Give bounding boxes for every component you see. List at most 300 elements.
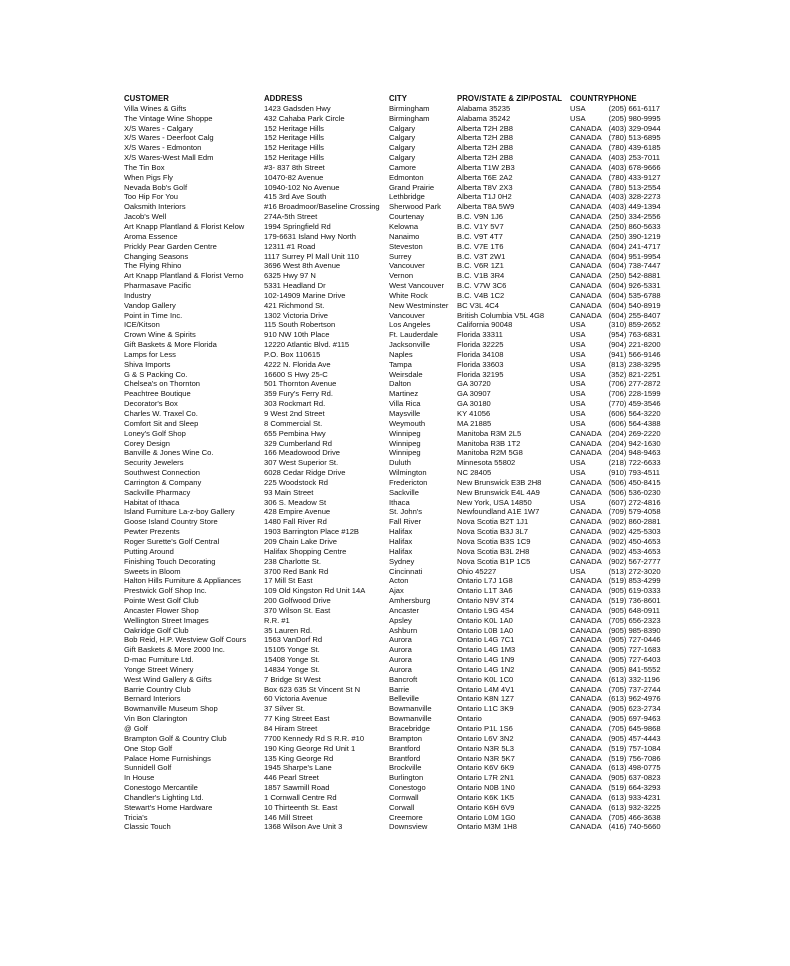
cell-customer: X/S Wares - Calgary xyxy=(124,123,193,133)
cell-country: CANADA xyxy=(570,822,602,832)
cell-phone: (403) 328-2273 xyxy=(608,192,661,202)
table-row xyxy=(124,143,669,153)
cell-customer: Ancaster Flower Shop xyxy=(124,605,199,615)
cell-address: 359 Fury's Ferry Rd. xyxy=(264,389,333,399)
cell-city: Weymouth xyxy=(389,418,426,428)
cell-city: Birmingham xyxy=(389,103,430,113)
cell-address: 93 Main Street xyxy=(264,487,314,497)
cell-prov-state-zip: Ontario L0M 1G0 xyxy=(457,812,516,822)
cell-prov-state-zip: Nova Scotia B2T 1J1 xyxy=(457,517,529,527)
cell-address: #3- 837 8th Street xyxy=(264,162,325,172)
header-phone: PHONE xyxy=(608,94,637,103)
cell-country: USA xyxy=(570,458,586,468)
cell-address: 1423 Gadsden Hwy xyxy=(264,103,331,113)
cell-prov-state-zip: Florida 34108 xyxy=(457,349,504,359)
cell-phone: (902) 567-2777 xyxy=(608,556,661,566)
cell-country: CANADA xyxy=(570,428,602,438)
table-row xyxy=(124,773,669,783)
table-row xyxy=(124,163,669,173)
cell-city: White Rock xyxy=(389,290,428,300)
cell-customer: Security Jewelers xyxy=(124,458,184,468)
cell-phone: (416) 740-5660 xyxy=(608,822,661,832)
table-row xyxy=(124,261,669,271)
table-row xyxy=(124,192,669,202)
cell-phone: (905) 727-0446 xyxy=(608,635,661,645)
cell-city: Steveston xyxy=(389,241,423,251)
cell-phone: (705) 645-9868 xyxy=(608,724,661,733)
cell-customer: In House xyxy=(124,773,155,783)
table-row xyxy=(124,793,669,803)
cell-phone: (403) 329-0944 xyxy=(608,123,661,133)
cell-country: USA xyxy=(570,113,586,123)
table-row xyxy=(124,419,669,429)
table-row xyxy=(124,655,669,665)
cell-phone: (613) 498-0775 xyxy=(608,763,661,773)
cell-customer: Art Knapp Plantland & Florist Verno xyxy=(124,271,244,281)
cell-address: 102-14909 Marine Drive xyxy=(264,290,346,300)
cell-country: CANADA xyxy=(570,694,602,704)
cell-address: 1480 Fall River Rd xyxy=(264,517,327,527)
cell-phone: (905) 727-6403 xyxy=(608,655,661,665)
cell-address: 238 Charlotte St. xyxy=(264,556,321,566)
cell-country: CANADA xyxy=(570,162,602,172)
cell-phone: (905) 457-4443 xyxy=(608,733,661,743)
cell-phone: (204) 269-2220 xyxy=(608,428,661,438)
cell-prov-state-zip: B.C. V1B 3R4 xyxy=(457,271,505,281)
cell-city: Naples xyxy=(389,349,413,359)
cell-prov-state-zip: Ontario L4G 7C1 xyxy=(457,635,515,645)
cell-city: Jacksonville xyxy=(389,340,430,350)
cell-city: Martinez xyxy=(389,389,419,399)
cell-country: CANADA xyxy=(570,536,602,546)
cell-country: CANADA xyxy=(570,733,602,743)
cell-phone: (604) 540-8919 xyxy=(608,300,661,310)
header-country: COUNTRY xyxy=(570,94,609,103)
cell-customer: Gift Baskets & More 2000 Inc. xyxy=(124,645,225,655)
cell-country: USA xyxy=(570,389,586,399)
cell-country: USA xyxy=(570,103,586,113)
cell-prov-state-zip: B.C. V7E 1T6 xyxy=(457,241,504,251)
cell-city: Bancroft xyxy=(389,674,418,684)
cell-phone: (604) 535-6788 xyxy=(608,290,661,300)
cell-city: Calgary xyxy=(389,123,416,133)
header-row xyxy=(124,94,669,104)
cell-prov-state-zip: Ontario L4M 4V1 xyxy=(457,684,515,694)
cell-country: CANADA xyxy=(570,615,602,625)
cell-city: Halifax xyxy=(389,546,413,556)
cell-city: Surrey xyxy=(389,251,412,261)
cell-city: Villa Rica xyxy=(389,399,421,409)
header-address: ADDRESS xyxy=(264,94,303,103)
cell-customer: The Flying Rhino xyxy=(124,261,182,271)
cell-address: 6028 Cedar Ridge Drive xyxy=(264,468,346,478)
cell-phone: (905) 637-0823 xyxy=(608,773,661,783)
cell-prov-state-zip: Nova Scotia B3S 1C9 xyxy=(457,536,531,546)
cell-phone: (519) 757-1084 xyxy=(608,743,661,753)
cell-prov-state-zip: Florida 33603 xyxy=(457,359,504,369)
cell-country: CANADA xyxy=(570,438,602,448)
cell-customer: Classic Touch xyxy=(124,822,171,832)
cell-prov-state-zip: Ontario N0B 1N0 xyxy=(457,783,515,793)
cell-address: 16600 S Hwy 25-C xyxy=(264,369,328,379)
cell-prov-state-zip: Ontario xyxy=(457,714,482,724)
cell-customer: Prickly Pear Garden Centre xyxy=(124,241,217,251)
table-row xyxy=(124,606,669,616)
cell-address: 152 Heritage Hills xyxy=(264,143,324,153)
header-city: CITY xyxy=(389,94,407,103)
table-row xyxy=(124,685,669,695)
cell-address: 10940-102 No Avenue xyxy=(264,182,340,192)
cell-customer: Finishing Touch Decorating xyxy=(124,556,216,566)
cell-country: CANADA xyxy=(570,704,602,714)
cell-country: CANADA xyxy=(570,763,602,773)
cell-address: 1994 Springfield Rd xyxy=(264,221,331,231)
cell-phone: (613) 933-4231 xyxy=(608,792,661,802)
cell-city: Downsview xyxy=(389,822,428,832)
cell-city: Ashburn xyxy=(389,625,418,635)
table-row xyxy=(124,133,669,143)
table-row xyxy=(124,252,669,262)
cell-city: Ft. Lauderdale xyxy=(389,330,438,340)
cell-city: Sherwood Park xyxy=(389,202,441,212)
cell-phone: (905) 648-0911 xyxy=(608,605,660,615)
cell-phone: (204) 948-9463 xyxy=(608,448,661,458)
cell-customer: ICE/Kitson xyxy=(124,320,160,330)
cell-customer: Bob Reid, H.P. Westview Golf Cours xyxy=(124,635,247,645)
cell-phone: (706) 277-2872 xyxy=(608,379,661,389)
cell-city: Ancaster xyxy=(389,605,419,615)
cell-country: CANADA xyxy=(570,123,602,133)
cell-country: CANADA xyxy=(570,290,602,300)
cell-address: 274A-5th Street xyxy=(264,212,318,222)
cell-phone: (902) 450-4653 xyxy=(608,536,661,546)
cell-country: USA xyxy=(570,418,586,428)
table-row xyxy=(124,645,669,655)
table-row xyxy=(124,173,669,183)
cell-country: CANADA xyxy=(570,783,602,793)
table-row xyxy=(124,754,669,764)
cell-phone: (905) 985-8390 xyxy=(608,625,661,635)
cell-phone: (604) 255-8407 xyxy=(608,310,661,320)
cell-country: CANADA xyxy=(570,221,602,231)
cell-country: CANADA xyxy=(570,527,602,537)
cell-prov-state-zip: B.C. V7W 3C6 xyxy=(457,281,507,291)
table-row xyxy=(124,222,669,232)
cell-phone: (780) 513-6895 xyxy=(608,133,661,143)
cell-city: New Westminster xyxy=(389,300,449,310)
cell-phone: (204) 942-1630 xyxy=(608,438,661,448)
cell-customer: Sackville Pharmacy xyxy=(124,487,191,497)
cell-city: Bowmanville xyxy=(389,704,432,714)
cell-city: Winnipeg xyxy=(389,428,421,438)
cell-prov-state-zip: Ontario L6V 3N2 xyxy=(457,733,514,743)
table-row xyxy=(124,399,669,409)
cell-customer: Prestwick Golf Shop Inc. xyxy=(124,586,207,596)
cell-prov-state-zip: Ontario L0B 1A0 xyxy=(457,625,514,635)
cell-customer: One Stop Golf xyxy=(124,743,173,753)
cell-country: USA xyxy=(570,566,586,576)
table-row xyxy=(124,507,669,517)
cell-city: Los Angeles xyxy=(389,320,431,330)
cell-address: 1563 VanDorf Rd xyxy=(264,635,323,645)
cell-country: CANADA xyxy=(570,271,602,281)
cell-customer: Wellington Street Images xyxy=(124,615,209,625)
cell-city: Vernon xyxy=(389,271,414,281)
table-row xyxy=(124,763,669,773)
cell-city: Cornwall xyxy=(389,792,419,802)
cell-customer: @ Golf xyxy=(124,724,148,733)
cell-prov-state-zip: Ontario K6K 1K5 xyxy=(457,792,514,802)
cell-prov-state-zip: Ontario L1T 3A6 xyxy=(457,586,513,596)
table-row xyxy=(124,350,669,360)
cell-phone: (250) 390-1219 xyxy=(608,231,661,241)
cell-prov-state-zip: B.C. V4B 1C2 xyxy=(457,290,505,300)
cell-country: USA xyxy=(570,369,586,379)
cell-customer: Too Hip For You xyxy=(124,192,179,202)
table-row xyxy=(124,379,669,389)
cell-prov-state-zip: Ontario N3R 5L3 xyxy=(457,743,514,753)
cell-customer: Chandler's Lighting Ltd. xyxy=(124,792,204,802)
cell-customer: Southwest Connection xyxy=(124,468,200,478)
table-row xyxy=(124,202,669,212)
cell-country: CANADA xyxy=(570,192,602,202)
cell-city: Winnipeg xyxy=(389,438,421,448)
cell-city: Calgary xyxy=(389,153,416,163)
cell-prov-state-zip: B.C. V1Y 5V7 xyxy=(457,221,504,231)
cell-prov-state-zip: Nova Scotia B1P 1C5 xyxy=(457,556,531,566)
cell-prov-state-zip: Alberta T1W 2B3 xyxy=(457,162,515,172)
cell-customer: Aroma Essence xyxy=(124,231,178,241)
cell-address: 12220 Atlantic Blvd. #115 xyxy=(264,340,350,350)
cell-country: CANADA xyxy=(570,724,602,733)
cell-phone: (905) 841-5552 xyxy=(608,664,661,674)
table-row xyxy=(124,439,669,449)
cell-country: CANADA xyxy=(570,556,602,566)
cell-phone: (310) 859-2652 xyxy=(608,320,661,330)
cell-city: Lethbridge xyxy=(389,192,425,202)
cell-address: 446 Pearl Street xyxy=(264,773,319,783)
cell-city: Conestogo xyxy=(389,783,426,793)
cell-address: 10470-82 Avenue xyxy=(264,172,324,182)
cell-prov-state-zip: Ontario K6V 6K9 xyxy=(457,763,514,773)
cell-city: Bowmanville xyxy=(389,714,432,724)
cell-customer: Corey Design xyxy=(124,438,171,448)
cell-country: CANADA xyxy=(570,743,602,753)
cell-address: 15408 Yonge St. xyxy=(264,655,320,665)
cell-customer: When Pigs Fly xyxy=(124,172,173,182)
cell-phone: (519) 736-8601 xyxy=(608,596,661,606)
cell-address: 190 King George Rd Unit 1 xyxy=(264,743,356,753)
cell-country: CANADA xyxy=(570,714,602,724)
table-row xyxy=(124,822,669,832)
cell-address: 5331 Headland Dr xyxy=(264,281,326,291)
cell-phone: (705) 656-2323 xyxy=(608,615,661,625)
cell-address: 9 West 2nd Street xyxy=(264,409,325,418)
cell-customer: Tricia's xyxy=(124,812,148,822)
cell-address: 1368 Wilson Ave Unit 3 xyxy=(264,822,343,832)
cell-customer: West Wind Gallery & Gifts xyxy=(124,674,212,684)
cell-city: Aurora xyxy=(389,664,412,674)
cell-customer: Oaksmith Interiors xyxy=(124,202,186,212)
table-row xyxy=(124,468,669,478)
cell-phone: (513) 272-3020 xyxy=(608,566,661,576)
cell-customer: Sunnidell Golf xyxy=(124,763,172,773)
cell-address: 3700 Red Bank Rd xyxy=(264,566,329,576)
cell-phone: (709) 579-4058 xyxy=(608,507,661,517)
table-row xyxy=(124,783,669,793)
cell-prov-state-zip: BC V3L 4C4 xyxy=(457,300,499,310)
cell-country: CANADA xyxy=(570,133,602,143)
cell-country: USA xyxy=(570,330,586,340)
table-row xyxy=(124,626,669,636)
table-row xyxy=(124,734,669,744)
cell-customer: Pewter Prezents xyxy=(124,527,180,537)
cell-country: CANADA xyxy=(570,172,602,182)
cell-customer: The Vintage Wine Shoppe xyxy=(124,113,213,123)
table-row xyxy=(124,291,669,301)
cell-customer: Barrie Country Club xyxy=(124,684,191,694)
cell-address: 166 Meadowood Drive xyxy=(264,448,340,458)
cell-address: 77 King Street East xyxy=(264,714,330,724)
cell-country: CANADA xyxy=(570,448,602,458)
customer-table xyxy=(124,94,669,832)
cell-city: Burlington xyxy=(389,773,424,783)
cell-customer: Vin Bon Clarington xyxy=(124,714,188,724)
cell-country: CANADA xyxy=(570,212,602,222)
cell-prov-state-zip: Alberta T2H 2B8 xyxy=(457,123,514,133)
cell-customer: Island Furniture La-z-boy Gallery xyxy=(124,507,235,517)
cell-city: Courtenay xyxy=(389,212,425,222)
cell-prov-state-zip: Alberta T2H 2B8 xyxy=(457,143,514,153)
cell-address: 14834 Yonge St. xyxy=(264,664,320,674)
cell-customer: Loney's Golf Shop xyxy=(124,428,186,438)
table-row xyxy=(124,527,669,537)
table-row xyxy=(124,114,669,124)
cell-city: Creemore xyxy=(389,812,423,822)
cell-prov-state-zip: B.C. V6R 1Z1 xyxy=(457,261,504,271)
table-row xyxy=(124,104,669,114)
cell-customer: Pharmasave Pacific xyxy=(124,281,192,291)
cell-country: CANADA xyxy=(570,251,602,261)
cell-city: Aurora xyxy=(389,645,412,655)
cell-address: 109 Old Kingston Rd Unit 14A xyxy=(264,586,366,596)
cell-city: Sackville xyxy=(389,487,419,497)
cell-prov-state-zip: Ontario K0L 1C0 xyxy=(457,674,514,684)
table-row xyxy=(124,517,669,527)
cell-prov-state-zip: Ontario K8N 1Z7 xyxy=(457,694,514,704)
cell-phone: (905) 623-2734 xyxy=(608,704,661,714)
cell-phone: (403) 253-7011 xyxy=(608,153,660,163)
cell-city: Corwall xyxy=(389,802,415,812)
cell-address: 655 Pembina Hwy xyxy=(264,428,326,438)
cell-customer: X/S Wares-West Mall Edm xyxy=(124,153,214,163)
cell-customer: G & S Packing Co. xyxy=(124,369,188,379)
table-row xyxy=(124,281,669,291)
cell-prov-state-zip: Ontario L1C 3K9 xyxy=(457,704,514,714)
cell-phone: (519) 853-4299 xyxy=(608,576,661,586)
cell-city: Cincinnati xyxy=(389,566,423,576)
cell-phone: (352) 821-2251 xyxy=(608,369,661,379)
cell-address: 152 Heritage Hills xyxy=(264,153,324,163)
cell-customer: Bowmanville Museum Shop xyxy=(124,704,218,714)
cell-prov-state-zip: New York, USA 14850 xyxy=(457,497,532,507)
table-row xyxy=(124,409,669,419)
cell-address: 115 South Robertson xyxy=(264,320,336,330)
cell-phone: (941) 566-9146 xyxy=(608,349,661,359)
header-prov-state-zip: PROV/STATE & ZIP/POSTAL xyxy=(457,94,563,103)
cell-address: #16 Broadmoor/Baseline Crossing xyxy=(264,202,380,212)
cell-city: Apsley xyxy=(389,615,412,625)
cell-customer: Carrington & Company xyxy=(124,477,202,487)
cell-country: USA xyxy=(570,340,586,350)
cell-country: CANADA xyxy=(570,300,602,310)
cell-customer: Stewart's Home Hardware xyxy=(124,802,213,812)
cell-prov-state-zip: B.C. V3T 2W1 xyxy=(457,251,506,261)
cell-phone: (905) 697-9463 xyxy=(608,714,661,724)
cell-address: 307 West Superior St. xyxy=(264,458,339,468)
cell-address: 10 Thirteenth St. East xyxy=(264,802,338,812)
cell-country: CANADA xyxy=(570,477,602,487)
cell-city: Edmonton xyxy=(389,172,424,182)
cell-customer: Villa Wines & Gifts xyxy=(124,103,187,113)
cell-customer: Pointe West Golf Club xyxy=(124,596,199,606)
cell-prov-state-zip: Ontario K6H 6V9 xyxy=(457,802,515,812)
cell-city: Halifax xyxy=(389,527,413,537)
cell-customer: Jacob's Well xyxy=(124,212,167,222)
cell-prov-state-zip: Ontario L4G 1N2 xyxy=(457,664,515,674)
table-row xyxy=(124,704,669,714)
cell-prov-state-zip: Ontario L7J 1G8 xyxy=(457,576,513,586)
table-row xyxy=(124,311,669,321)
cell-phone: (604) 241-4717 xyxy=(608,241,661,251)
cell-city: Duluth xyxy=(389,458,411,468)
cell-country: CANADA xyxy=(570,546,602,556)
table-row xyxy=(124,153,669,163)
table-row xyxy=(124,242,669,252)
cell-city: Wilmington xyxy=(389,468,427,478)
cell-customer: Peachtree Boutique xyxy=(124,389,191,399)
cell-phone: (904) 221-8200 xyxy=(608,340,661,350)
cell-country: CANADA xyxy=(570,674,602,684)
cell-prov-state-zip: B.C. V9N 1J6 xyxy=(457,212,504,222)
table-row xyxy=(124,724,669,734)
cell-country: CANADA xyxy=(570,625,602,635)
cell-phone: (205) 980-9995 xyxy=(608,113,661,123)
cell-prov-state-zip: Ohio 45227 xyxy=(457,566,497,576)
table-row xyxy=(124,320,669,330)
cell-prov-state-zip: Alberta T6E 2A2 xyxy=(457,172,513,182)
cell-prov-state-zip: Florida 32195 xyxy=(457,369,504,379)
cell-phone: (613) 932-3225 xyxy=(608,802,661,812)
cell-address: 4222 N. Florida Ave xyxy=(264,359,331,369)
cell-prov-state-zip: British Columbia V5L 4G8 xyxy=(457,310,545,320)
cell-address: 209 Chain Lake Drive xyxy=(264,536,338,546)
cell-phone: (506) 450-8415 xyxy=(608,477,661,487)
cell-phone: (705) 737-2744 xyxy=(608,684,661,694)
cell-country: CANADA xyxy=(570,635,602,645)
cell-customer: The Tin Box xyxy=(124,162,165,172)
cell-country: USA xyxy=(570,468,586,478)
cell-phone: (604) 951-9954 xyxy=(608,251,661,261)
cell-address: R.R. #1 xyxy=(264,615,290,625)
cell-country: CANADA xyxy=(570,753,602,763)
table-row xyxy=(124,576,669,586)
cell-customer: Habitat of Ithaca xyxy=(124,497,180,507)
cell-prov-state-zip: Alberta T8V 2X3 xyxy=(457,182,513,192)
table-row xyxy=(124,301,669,311)
cell-address: 501 Thornton Avenue xyxy=(264,379,337,389)
cell-address: 1903 Barrington Place #12B xyxy=(264,527,359,537)
